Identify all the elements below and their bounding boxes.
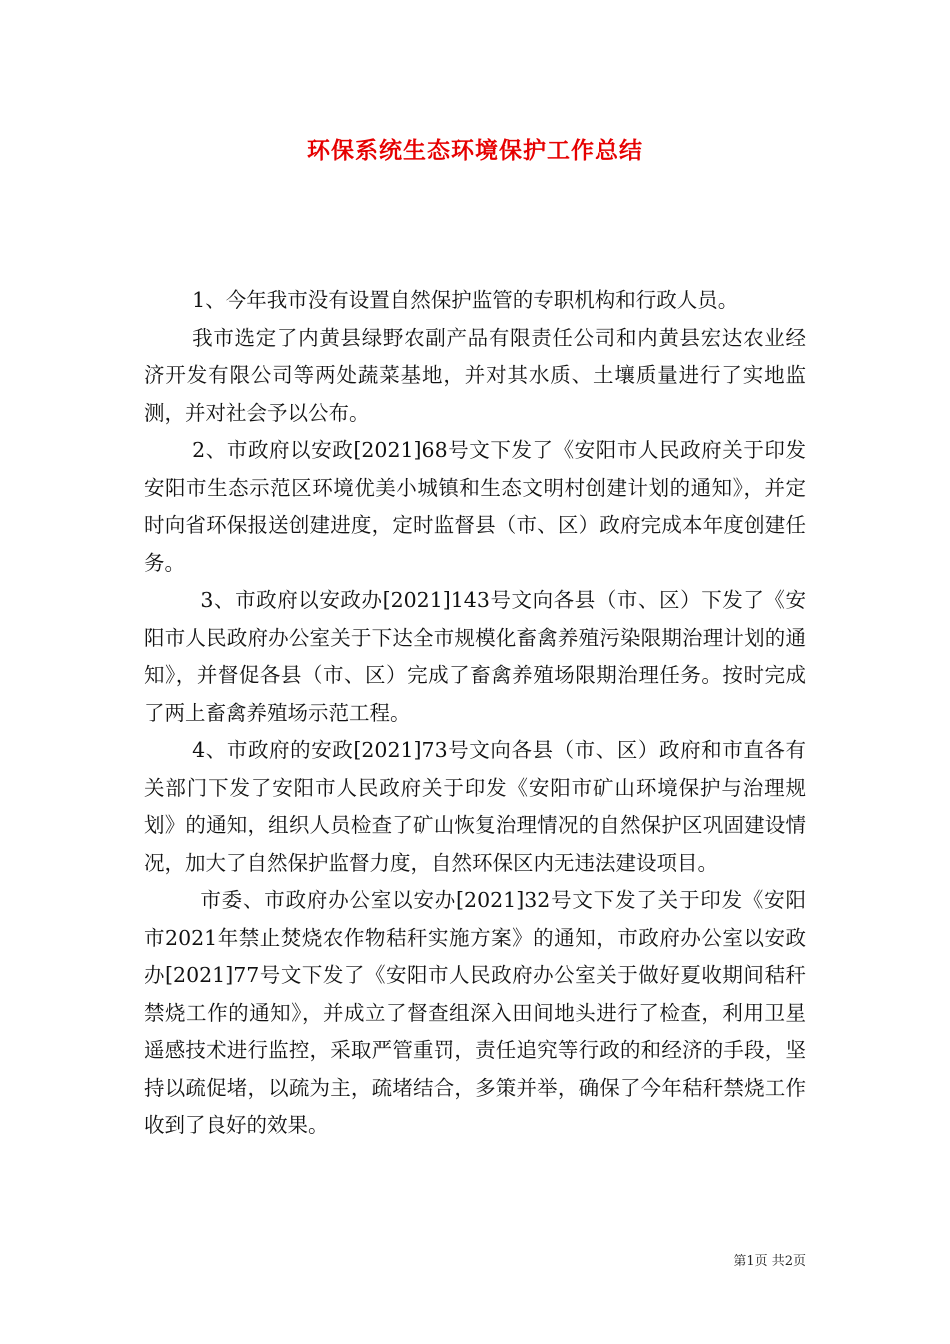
page-number: 第1页 共2页 (733, 1254, 806, 1269)
paragraph-3: 2、市政府以安政[2021]68号文下发了《安阳市人民政府关于印发安阳市生态示范区环境优美小城镇和生态文明村创建计划的通知》，并定时向省环保报送创建进度，定时监督县（市、区）政府完成本年度创建任务。 (144, 438, 806, 575)
paragraph-6: 市委、市政府办公室以安办[2021]32号文下发了关于印发《安阳市2021年禁止焚烧农作物秸秆实施方案》的通知，市政府办公室以安政办[2021]77号文下发了《安阳市人民政府办公室关于做好夏收期间秸秆禁烧工作的通知》，并成立了督查组深入田间地头进行了检查，利用卫星遥感技术进行监控，采取严管重罚，责任追究等行政的和经济的手段，坚持以疏促堵，以疏为主，疏堵结合，多策并举，确保了今年秸秆禁烧工作收到了良好的效果。 (144, 888, 806, 1137)
paragraph-2: 我市选定了内黄县绿野农副产品有限责任公司和内黄县宏达农业经济开发有限公司等两处蔬菜基地，并对其水质、土壤质量进行了实地监测，并对社会予以公布。 (144, 325, 806, 425)
document-title: 环保系统生态环境保护工作总结 (307, 138, 643, 164)
document-body (144, 282, 806, 1145)
paragraph-1: 1、今年我市没有设置自然保护监管的专职机构和行政人员。 (192, 288, 739, 312)
paragraph-5: 4、市政府的安政[2021]73号文向各县（市、区）政府和市直各有关部门下发了安阳市人民政府关于印发《安阳市矿山环境保护与治理规划》的通知，组织人员检查了矿山恢复治理情况的自然保护区巩固建设情况，加大了自然保护监督力度，自然环保区内无违法建设项目。 (144, 738, 806, 875)
paragraph-4: 3、市政府以安政办[2021]143号文向各县（市、区）下发了《安阳市人民政府办公室关于下达全市规模化畜禽养殖污染限期治理计划的通知》，并督促各县（市、区）完成了畜禽养殖场限期治理任务。按时完成了两上畜禽养殖场示范工程。 (144, 588, 806, 725)
